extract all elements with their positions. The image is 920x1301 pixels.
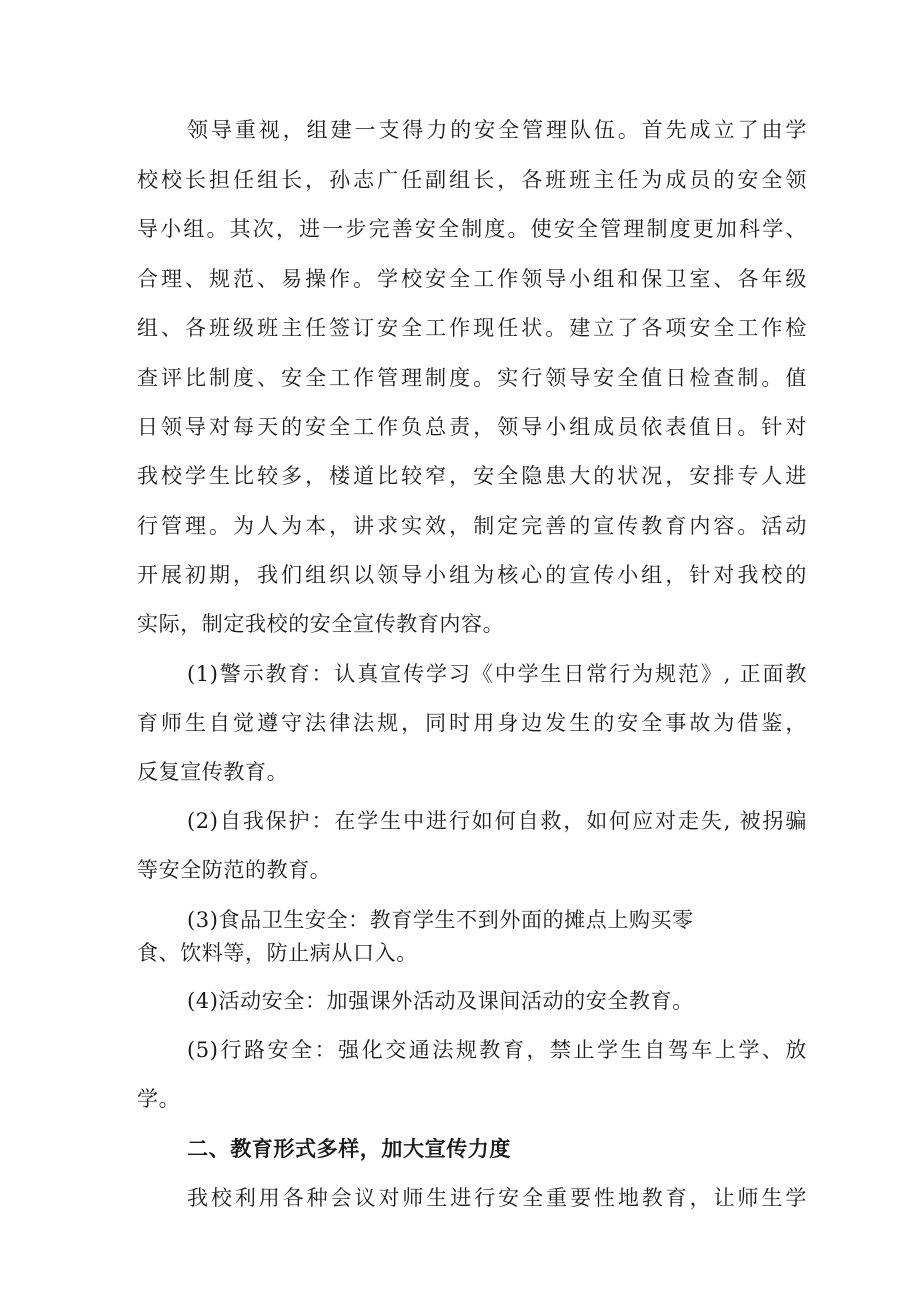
paragraph-1-line-1: 领导重视，组建一支得力的安全管理队伍。首先成立了由学 — [187, 118, 807, 142]
section-2-heading: 二、教育形式多样，加大宣传力度 — [187, 1137, 511, 1161]
item-5-line-1: (5)行路安全：强化交通法规教育，禁止学生自驾车上学、放 — [187, 1038, 807, 1062]
paragraph-1-line-6: 查评比制度、安全工作管理制度。实行领导安全值日检查制。值 — [137, 366, 807, 390]
paragraph-1-line-5: 组、各班级班主任签订安全工作现任状。建立了各项安全工作检 — [137, 316, 807, 340]
item-4-line-1: (4)活动安全：加强课外活动及课间活动的安全教育。 — [187, 989, 694, 1013]
item-1-line-3: 反复宣传教育。 — [137, 760, 289, 784]
item-1-line-1: (1)警示教育：认真宣传学习《中学生日常行为规范》, 正面教 — [187, 662, 807, 686]
paragraph-2-line-1: 我校利用各种会议对师生进行安全重要性地教育，让师生学 — [187, 1186, 807, 1210]
item-3-line-2: 食、饮料等，防止病从口入。 — [137, 941, 418, 965]
paragraph-1-line-11: 实际，制定我校的安全宣传教育内容。 — [137, 612, 505, 636]
paragraph-1-line-3: 导小组。其次，进一步完善安全制度。使安全管理制度更加科学、 — [137, 217, 807, 241]
paragraph-1-line-7: 日领导对每天的安全工作负总责，领导小组成员依表值日。针对 — [137, 415, 807, 439]
paragraph-1-line-10: 开展初期，我们组织以领导小组为核心的宣传小组，针对我校的 — [137, 563, 807, 587]
item-1-line-2: 育师生自觉遵守法律法规，同时用身边发生的安全事故为借鉴， — [137, 711, 807, 735]
paragraph-1-line-9: 行管理。为人为本，讲求实效，制定完善的宣传教育内容。活动 — [137, 514, 807, 538]
item-2-line-1: (2)自我保护：在学生中进行如何自救，如何应对走失, 被拐骗 — [187, 809, 807, 833]
paragraph-1-line-4: 合理、规范、易操作。学校安全工作领导小组和保卫室、各年级 — [137, 267, 807, 291]
item-5-line-2: 学。 — [137, 1087, 181, 1111]
item-2-line-2: 等安全防范的教育。 — [137, 858, 332, 882]
item-3-line-1: (3)食品卫生安全：教育学生不到外面的摊点上购买零 — [187, 908, 694, 932]
paragraph-1-line-8: 我校学生比较多，楼道比较窄，安全隐患大的状况，安排专人进 — [137, 464, 807, 488]
paragraph-1-line-2: 校校长担任组长，孙志广任副组长，各班班主任为成员的安全领 — [137, 168, 807, 192]
